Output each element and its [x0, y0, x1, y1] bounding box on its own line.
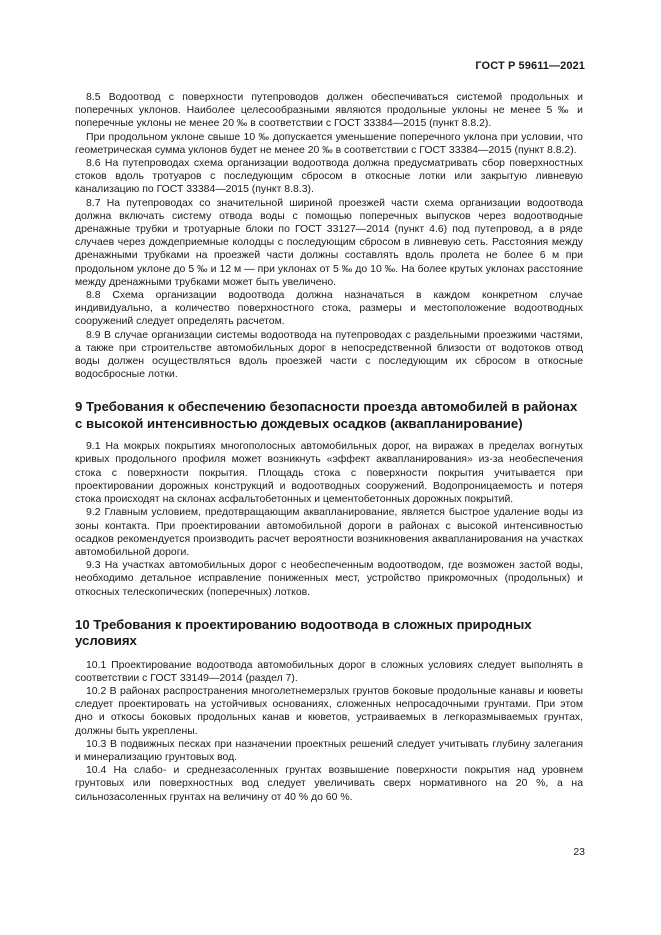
paragraph-8-7: 8.7 На путепроводах со значительной шириной проезжей части схема организации водоотвода должна включать систему отвода воды с помощью поперечных выпусков через водоотводные дренажные трубки и тротуарные блоки по ГОСТ 33127—2014 (пункт 4.6) под путепровод, а в ряде случаев через дождеприемные колодцы с последующим сбросом в ливневую сеть. Расстояния между дренажными трубками на проезжей части должны составлять вдоль пролета не более 6 м при продольном уклоне до 5 ‰ и 12 м — при уклонах от 5 ‰ до 10 ‰. На более крутых уклонах расстояние между дренажными трубками может быть увеличено.	[75, 197, 583, 288]
section-10-body	[75, 659, 583, 804]
paragraph-8-6: 8.6 На путепроводах схема организации водоотвода должна предусматривать сбор поверхностных стоков вдоль тротуаров с последующим сбросом в откосные лотки или закрытую ливневую канализацию по ГОСТ 33384—2015 (пункт 8.8.3).	[75, 158, 583, 196]
document-code: ГОСТ Р 59611—2021	[475, 60, 585, 72]
paragraph-10-2: 10.2 В районах распространения многолетнемерзлых грунтов боковые продольные канавы и кюветы следует проектировать на устойчивых основаниях, сложенных непросадочными грунтами. При этом дно и откосы боковых продольных канав и кюветов, устраиваемых в легкоразмываемых грунтах, должны быть укреплены.	[75, 685, 583, 737]
paragraph-8-8: 8.8 Схема организации водоотвода должна назначаться в каждом конкретном случае индивидуально, а количество поверхностного стока, размеры и местоположение водоотводных сооружений следует определять расчетом.	[75, 290, 583, 328]
section-8-body	[75, 91, 583, 381]
section-9-body	[75, 440, 583, 598]
paragraph-9-3: 9.3 На участках автомобильных дорог с необеспеченным водоотводом, где возможен застой воды, необходимо детальное исправление пониженных мест, устройство прикромочных (продольных) и откосных телескопических (поперечных) лотков.	[75, 560, 583, 598]
paragraph-8-5-cont: При продольном уклоне свыше 10 ‰ допускается уменьшение поперечного уклона при условии, что геометрическая сумма уклонов будет не менее 20 ‰ в соответствии с ГОСТ 33384—2015 (пункт 8.8.2).	[75, 131, 583, 156]
paragraph-8-5: 8.5 Водоотвод с поверхности путепроводов должен обеспечиваться системой продольных и поперечных уклонов. Наиболее целесообразными являются продольные уклоны не менее 5 ‰ и поперечные уклоны не менее 20 ‰ в соответствии с ГОСТ 33384—2015 (пункт 8.8.2).	[75, 92, 583, 130]
page-number: 23	[573, 846, 585, 858]
paragraph-10-3: 10.3 В подвижных песках при назначении проектных решений следует учитывать глубину залегания и минерализацию грунтовых вод.	[75, 738, 583, 763]
section-10-heading: 10 Требования к проектированию водоотвода в сложных природных условиях	[75, 616, 532, 649]
page-content	[75, 91, 583, 804]
paragraph-10-4: 10.4 На слабо- и среднезасоленных грунтах возвышение поверхности покрытия над уровнем грунтовых или поверхностных вод следует увеличивать сверх нормативного на 20 %, а на сильнозасоленных грунтах на величину от 40 % до 60 %.	[75, 765, 583, 803]
paragraph-9-2: 9.2 Главным условием, предотвращающим аквапланирование, является быстрое удаление воды из зоны контакта. При проектировании автомобильной дороги в районах с высокой интенсивностью осадков рекомендуется производить расчет вероятности возникновения аквапланирования на участках автомобильной дороги.	[75, 507, 583, 558]
paragraph-9-1: 9.1 На мокрых покрытиях многополосных автомобильных дорог, на виражах в пределах вогнутых кривых продольного профиля может возникнуть «эффект аквапланирования» из-за необеспечения стока с поверхности покрытия. Площадь стока с поверхности покрытия учитывается при проектировании дорожных конструкций и водоотводных сооружений. Водопроницаемость и потеря стока происходят на склонах асфальтобетонных и цементобетонных дорожных покрытий.	[75, 441, 583, 506]
section-9-heading: 9 Требования к обеспечению безопасности проезда автомобилей в районах с высокой интенсивностью дождевых осадков (аквапланирование)	[75, 399, 578, 431]
paragraph-8-9: 8.9 В случае организации системы водоотвода на путепроводах с раздельными проезжими частями, а также при строительстве автомобильных дорог в непосредственной близости от водотоков отвод воды должен осуществляться вдоль проезжей части с последующим их сбросом в откосные водосбросные лотки.	[75, 329, 583, 381]
paragraph-10-1: 10.1 Проектирование водоотвода автомобильных дорог в сложных условиях следует выполнять в соответствии с ГОСТ 33149—2014 (раздел 7).	[75, 659, 583, 684]
